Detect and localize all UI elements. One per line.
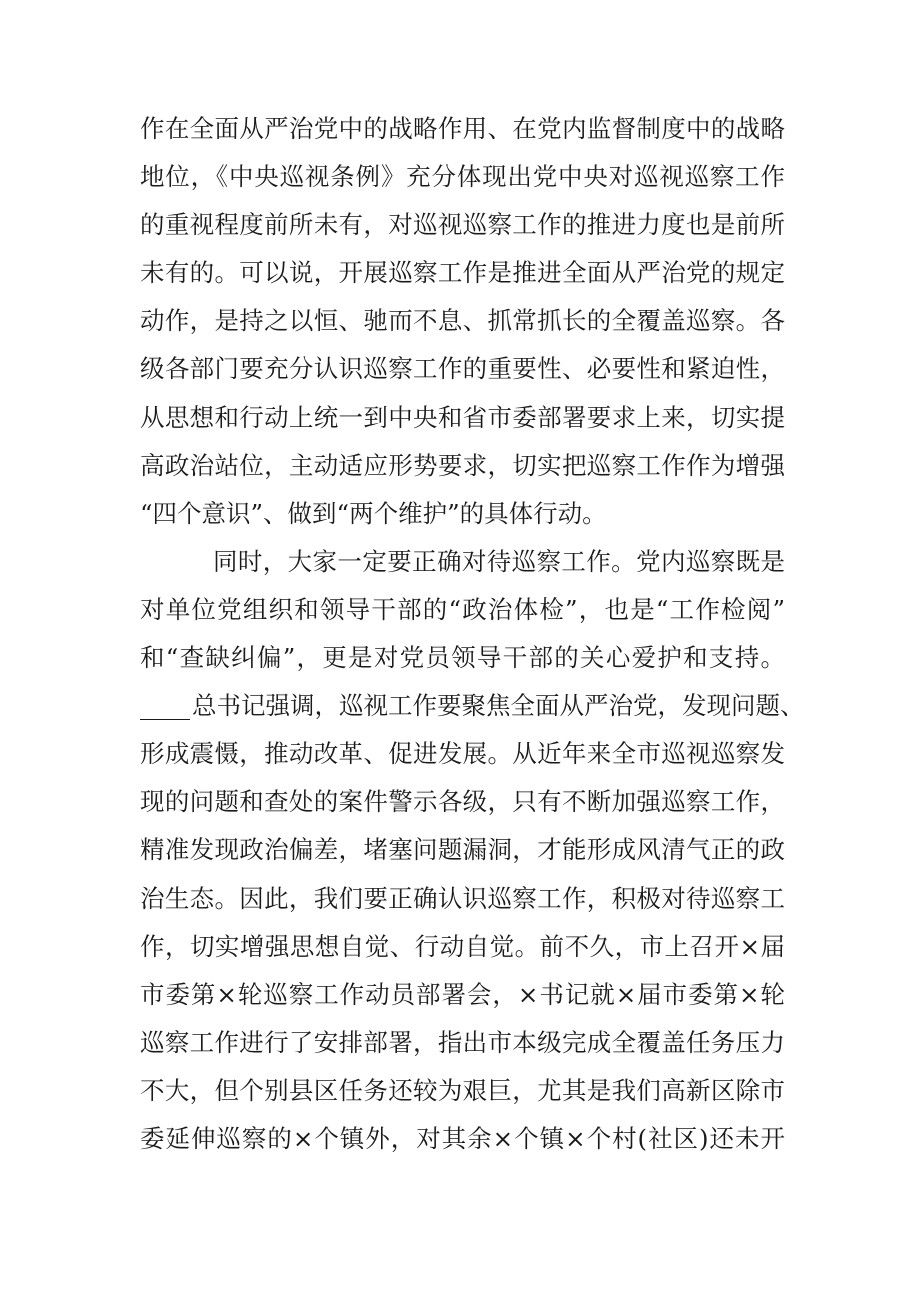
text-line: 不大，但个别县区任务还较为艰巨，尤其是我们高新区除市 (140, 1075, 785, 1105)
text-line: 精准发现政治偏差，堵塞问题漏洞，才能形成风清气正的政 (140, 835, 785, 865)
text-line: “四个意识”、做到“两个维护”的具体行动。 (140, 498, 607, 528)
text-line: 作，切实增强思想自觉、行动自觉。前不久，市上召开×届 (140, 931, 785, 961)
text-line: 的重视程度前所未有，对巡视巡察工作的推进力度也是前所 (140, 210, 785, 240)
text-line: 作在全面从严治党中的战略作用、在党内监督制度中的战略 (140, 114, 785, 143)
text-line: 形成震慑，推动改革、促进发展。从近年来全市巡视巡察发 (140, 739, 785, 769)
text-line-content: 总书记强调，巡视工作要聚焦全面从严治党，发现问题、 (192, 691, 805, 721)
text-line: 同时，大家一定要正确对待巡察工作。党内巡察既是 (213, 546, 785, 576)
text-line: 治生态。因此，我们要正确认识巡察工作，积极对待巡察工 (140, 883, 785, 913)
blank-underline (140, 691, 190, 720)
text-line: 现的问题和查处的案件警示各级，只有不断加强巡察工作， (140, 787, 785, 817)
text-line: 从思想和行动上统一到中央和省市委部署要求上来，切实提 (140, 402, 785, 432)
text-line: 和“查缺纠偏”，更是对党员领导干部的关心爱护和支持。 (140, 643, 785, 673)
text-line: 动作，是持之以恒、驰而不息、抓常抓长的全覆盖巡察。各 (140, 306, 785, 336)
text-line: 高政治站位，主动适应形势要求，切实把巡察工作作为增强 (140, 450, 785, 480)
text-line: 委延伸巡察的×个镇外，对其余×个镇×个村(社区)还未开 (140, 1123, 785, 1153)
text-line: 地位，《中央巡视条例》充分体现出党中央对巡视巡察工作 (140, 162, 785, 192)
text-line: 巡察工作进行了安排部署，指出市本级完成全覆盖任务压力 (140, 1027, 785, 1057)
text-line-with-blank (140, 682, 805, 730)
text-line: 市委第×轮巡察工作动员部署会，×书记就×届市委第×轮 (140, 979, 785, 1009)
text-line: 级各部门要充分认识巡察工作的重要性、必要性和紧迫性， (140, 354, 785, 384)
text-line: 对单位党组织和领导干部的“政治体检”，也是“工作检阅” (140, 594, 785, 624)
text-line: 未有的。可以说，开展巡察工作是推进全面从严治党的规定 (140, 258, 785, 288)
body-text (140, 105, 805, 1163)
paragraph-1 (140, 105, 785, 538)
paragraph-2 (140, 538, 805, 1163)
